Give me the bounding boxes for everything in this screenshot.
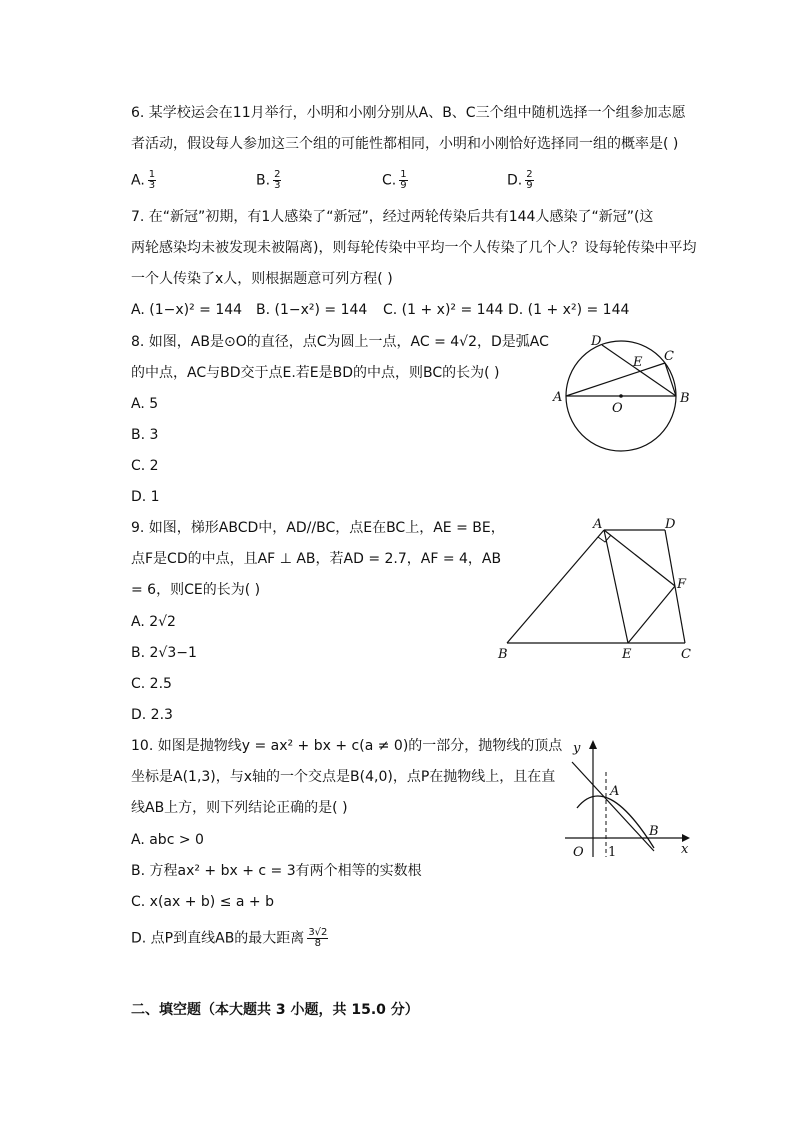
q7-option-b: B. (1−x²) = 144 bbox=[256, 302, 368, 318]
label-b: B bbox=[649, 824, 659, 839]
label-a: A bbox=[610, 784, 620, 799]
label-o: O bbox=[573, 845, 584, 860]
q9-option-b: B. 2√3−1 bbox=[131, 645, 197, 661]
q8-circle-figure bbox=[550, 330, 710, 460]
q10-line2: 坐标是A(1,3)，与x轴的一个交点是B(4,0)，点P在抛物线上，且在直 bbox=[131, 769, 556, 785]
q8-option-b: B. 3 bbox=[131, 427, 159, 443]
parabola-curve bbox=[577, 796, 654, 848]
q9-line1: 9. 如图，梯形ABCD中，AD//BC，点E在BC上，AE = BE， bbox=[131, 520, 505, 536]
q7-line1: 7. 在“新冠”初期，有1人感染了“新冠”，经过两轮传染后共有144人感染了“新冠”(这 bbox=[131, 209, 654, 225]
label-c: C bbox=[681, 647, 691, 662]
chord-bc bbox=[665, 363, 676, 396]
q9-option-d: D. 2.3 bbox=[131, 707, 173, 723]
label-y: y bbox=[573, 741, 581, 756]
q9-line3: = 6，则CE的长为( ) bbox=[131, 582, 261, 598]
label-one: 1 bbox=[608, 845, 617, 860]
q9-option-c: C. 2.5 bbox=[131, 676, 172, 692]
q8-line1: 8. 如图，AB是⊙O的直径，点C为圆上一点，AC = 4√2，D是弧AC bbox=[131, 334, 549, 350]
label-c: C bbox=[664, 349, 674, 364]
q10-option-d: D. 点P到直线AB的最大距离 $\frac{3√2}{8}$ bbox=[131, 927, 328, 949]
q6-option-b: B. $\frac{2}{3}$ bbox=[256, 169, 281, 191]
q9-trapezoid-figure bbox=[495, 512, 705, 662]
side-ab bbox=[507, 530, 604, 643]
segment-ae bbox=[604, 530, 628, 643]
x-axis-arrow bbox=[682, 834, 690, 842]
q6-line2: 者活动，假设每人参加这三个组的可能性都相同，小明和小刚恰好选择同一组的概率是( ) bbox=[131, 136, 679, 152]
q10-parabola-figure bbox=[560, 732, 700, 862]
label-o: O bbox=[612, 401, 623, 416]
q6-option-d: D. $\frac{2}{9}$ bbox=[507, 169, 533, 191]
label-a: A bbox=[593, 517, 603, 532]
q7-line3: 一个人传染了x人，则根据题意可列方程( ) bbox=[131, 271, 393, 287]
q8-option-a: A. 5 bbox=[131, 396, 159, 412]
q8-option-d: D. 1 bbox=[131, 489, 160, 505]
segment-ef bbox=[628, 586, 675, 643]
y-axis-arrow bbox=[589, 740, 597, 749]
q10-line1: 10. 如图是抛物线y = ax² + bx + c(a ≠ 0)的一部分，抛物线的顶点 bbox=[131, 738, 563, 754]
q7-option-a: A. (1−x)² = 144 bbox=[131, 302, 243, 318]
q10-option-c: C. x(ax + b) ≤ a + b bbox=[131, 894, 274, 910]
label-x: x bbox=[681, 842, 689, 857]
q6-option-c: C. $\frac{1}{9}$ bbox=[382, 169, 407, 191]
label-e: E bbox=[622, 647, 632, 662]
q7-line2: 两轮感染均未被发现未被隔离)，则每轮传染中平均一个人传染了几个人？设每轮传染中平均 bbox=[131, 240, 697, 256]
q6-option-a: A. $\frac{1}{3}$ bbox=[131, 169, 156, 191]
label-f: F bbox=[677, 577, 687, 592]
q10-option-b: B. 方程ax² + bx + c = 3有两个相等的实数根 bbox=[131, 863, 422, 879]
label-e: E bbox=[633, 355, 643, 370]
q8-option-c: C. 2 bbox=[131, 458, 159, 474]
label-d: D bbox=[665, 517, 676, 532]
label-a: A bbox=[553, 390, 563, 405]
q9-line2: 点F是CD的中点，且AF ⊥ AB，若AD = 2.7，AF = 4，AB bbox=[131, 551, 502, 567]
q6-line1: 6. 某学校运会在11月举行，小明和小刚分别从A、B、C三个组中随机选择一个组参加志愿 bbox=[131, 105, 686, 121]
q10-line3: 线AB上方，则下列结论正确的是( ) bbox=[131, 800, 348, 816]
label-b: B bbox=[680, 391, 690, 406]
q7-option-d: D. (1 + x²) = 144 bbox=[508, 302, 630, 318]
center-o-point bbox=[619, 394, 623, 398]
label-d: D bbox=[591, 334, 602, 349]
label-b: B bbox=[498, 647, 508, 662]
q7-option-c: C. (1 + x)² = 144 bbox=[383, 302, 504, 318]
chord-ac bbox=[566, 363, 665, 396]
q10-option-a: A. abc > 0 bbox=[131, 832, 204, 848]
right-angle-mark bbox=[598, 535, 611, 542]
section-title: 二、填空题（本大题共 3 小题，共 15.0 分） bbox=[131, 1002, 419, 1018]
q8-line2: 的中点，AC与BD交于点E.若E是BD的中点，则BC的长为( ) bbox=[131, 365, 500, 381]
q9-option-a: A. 2√2 bbox=[131, 614, 176, 630]
